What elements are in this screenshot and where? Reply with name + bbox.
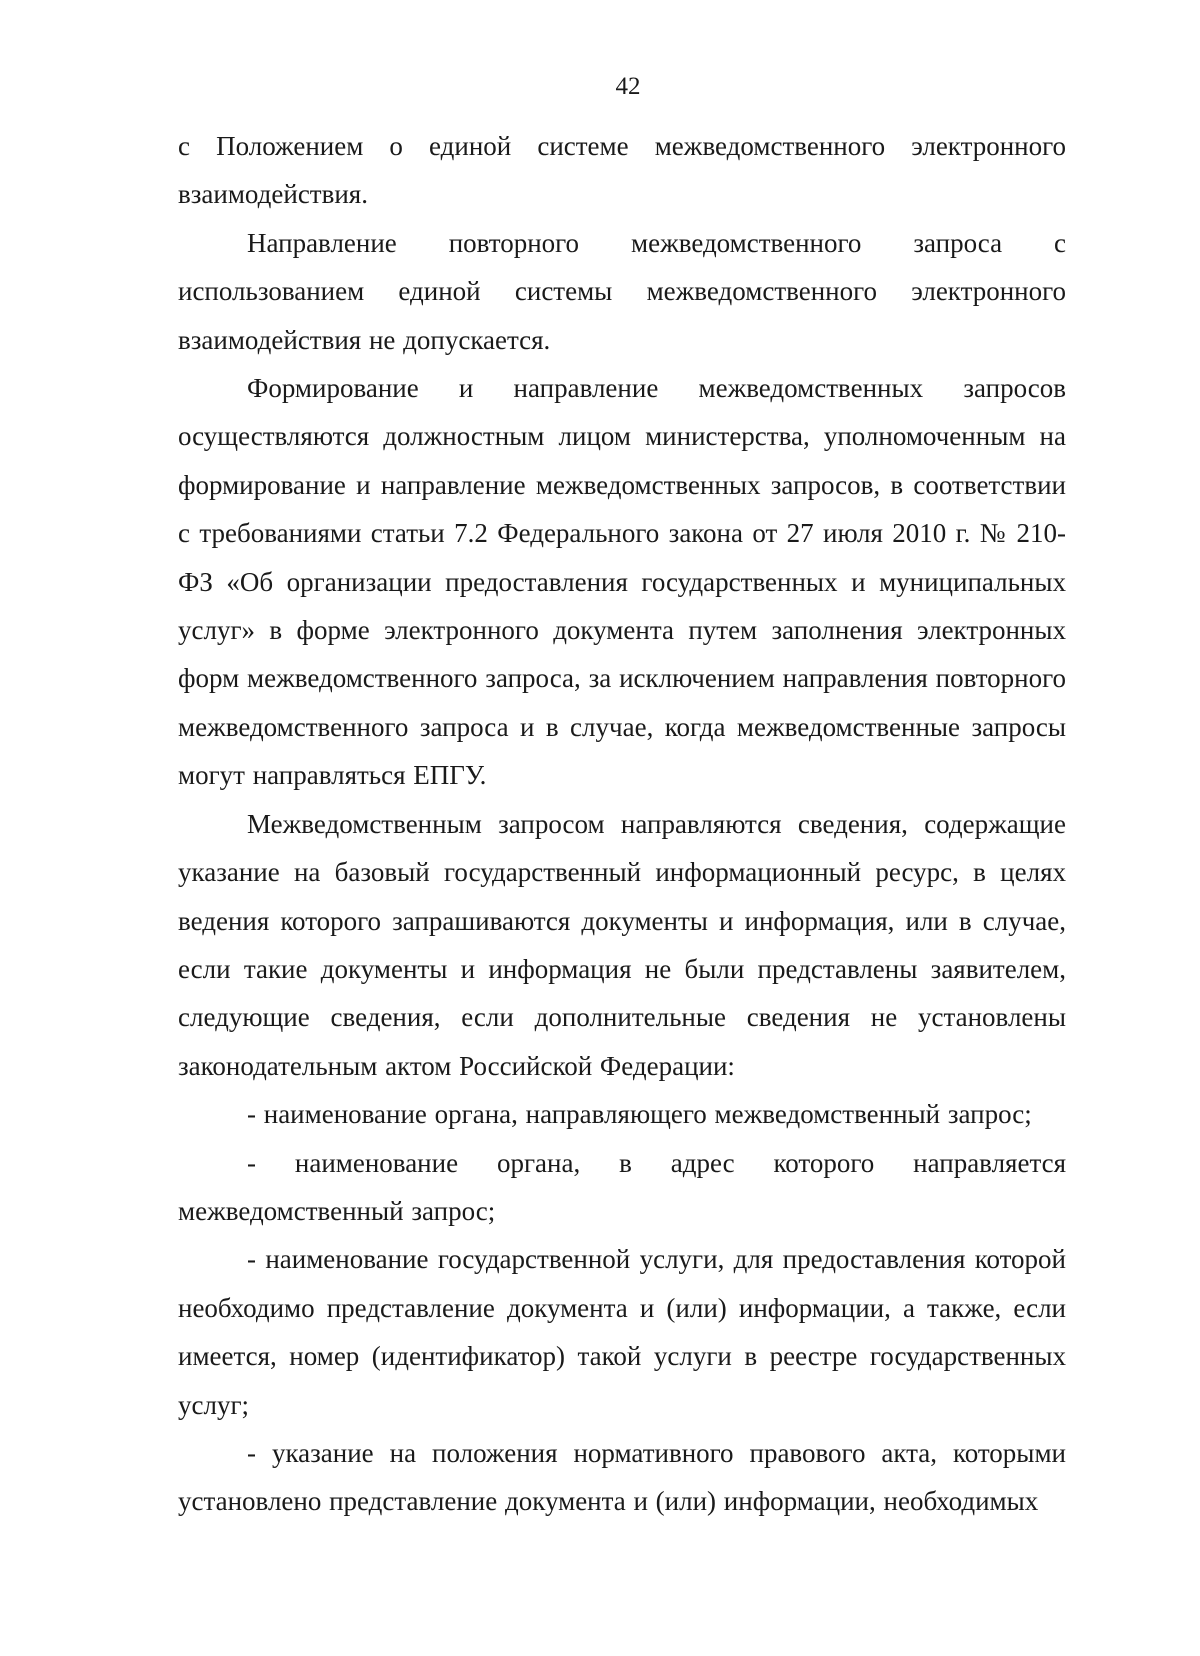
paragraph-continuation: с Положением о единой системе межведомственного электронного взаимодействия. <box>178 131 1066 210</box>
list-item-sender-name: - наименование органа, направляющего межведомственный запрос; <box>247 1099 1032 1130</box>
paragraph-repeat-request: Направление повторного межведомственного запроса с использованием единой системы межведомственного электронного взаимодействия не допускается. <box>178 227 1066 355</box>
document-body <box>178 122 1066 1526</box>
page-number: 42 <box>615 73 641 100</box>
list-item-legal-provisions: - указание на положения нормативного правового акта, которыми установлено представление документа и (или) информации, необходимых <box>178 1437 1066 1517</box>
list-item-recipient-name: - наименование органа, в адрес которого направляется межведомственный запрос; <box>178 1147 1066 1226</box>
list-item-service-name: - наименование государственной услуги, для предоставления которой необходимо представление документа и (или) информации, а также, если имеется, номер (идентификатор) такой услуги в реестре государственных услуг; <box>178 1244 1066 1420</box>
paragraph-forming-requests: Формирование и направление межведомственных запросов осуществляются должностным лицом министерства, уполномоченным на формирование и направление межведомственных запросов, в соответствии с требованиями статьи 7.2 Федерального закона от 27 июля 2010 г. № 210-ФЗ «Об организации предоставления государственных и муниципальных услуг» в форме электронного документа путем заполнения электронных форм межведомственного запроса, за исключением направления повторного межведомственного запроса и в случае, когда межведомственные запросы могут направляться ЕПГУ. <box>178 373 1066 791</box>
paragraph-request-contents: Межведомственным запросом направляются сведения, содержащие указание на базовый государственный информационный ресурс, в целях ведения которого запрашиваются документы и информация, или в случае, если такие документы и информация не были представлены заявителем, следующие сведения, если дополнительные сведения не установлены законодательным актом Российской Федерации: <box>178 808 1066 1081</box>
